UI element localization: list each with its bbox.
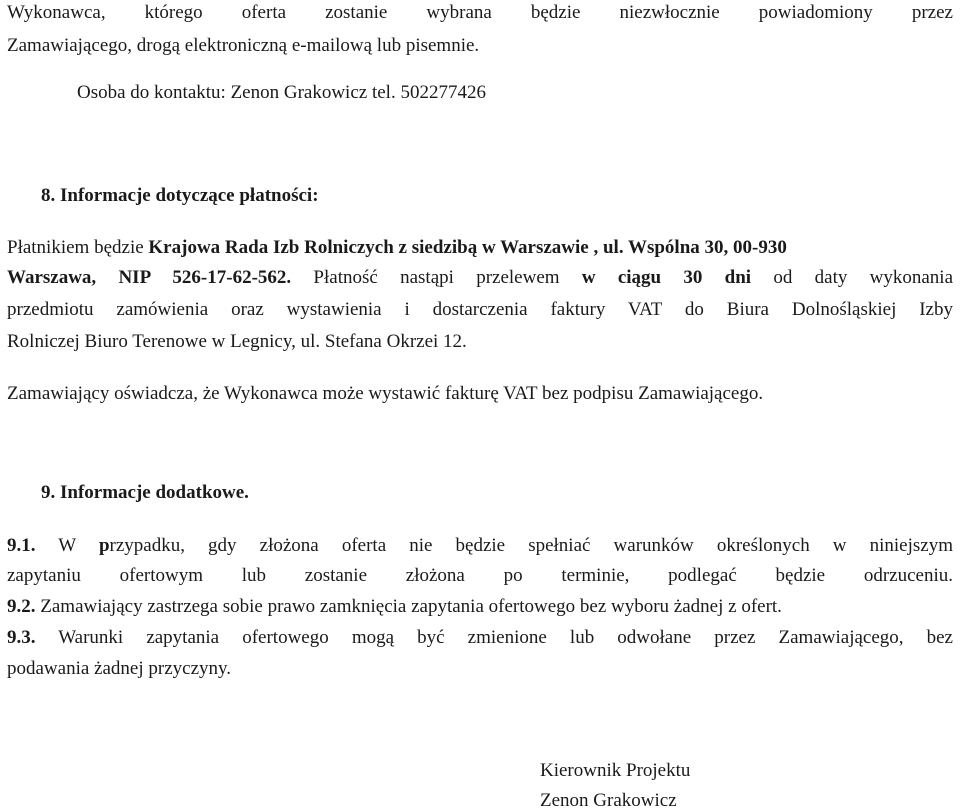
payment-text: Płatność nastąpi przelewem (291, 267, 582, 288)
section-9-heading (41, 483, 249, 502)
section-8-number: 8. (41, 185, 56, 206)
item-9-1-text-b: p (98, 535, 110, 556)
section-8-line-1 (7, 238, 787, 257)
vat-statement: Zamawiający oświadcza, że Wykonawca może wystawić fakturę VAT bez podpisu Zamawiającego. (7, 383, 764, 404)
signature-name: Zenon Grakowicz (540, 790, 677, 811)
item-9-2 (7, 597, 782, 616)
payer-name: Krajowa Rada Izb Rolniczych z siedzibą w Warszawie , ul. Wspólna 30, 00-930 (148, 237, 787, 258)
intro-line-1: Wykonawca, którego oferta zostanie wybrana będzie niezwłocznie powiadomiony przez (7, 2, 953, 23)
section-9-number: 9. (41, 482, 56, 503)
item-9-1-line-1 (7, 536, 953, 555)
section-9-title: Informacje dodatkowe. (60, 482, 249, 503)
section-8-line-3: przedmiotu zamówienia oraz wystawienia i dostarczenia faktury VAT do Biura Dolnośląskiej Izby (7, 299, 953, 320)
item-9-2-text: Zamawiający zastrzega sobie prawo zamknięcia zapytania ofertowego bez wyboru żadnej z ofert. (35, 596, 782, 617)
intro-line-2: Zamawiającego, drogą elektroniczną e-mailową lub pisemnie. (7, 35, 480, 56)
item-9-1-text-c: rzypadku, gdy złożona oferta nie będzie spełniać warunków określonych w niniejszym (109, 535, 953, 556)
payment-term: w ciągu 30 dni (581, 267, 752, 288)
item-9-3-text: Warunki zapytania ofertowego mogą być zmienione lub odwołane przez Zamawiającego, bez (35, 627, 953, 648)
item-9-3-line-1 (7, 628, 953, 647)
item-9-3-line-2: podawania żadnej przyczyny. (7, 658, 232, 679)
contact-line: Osoba do kontaktu: Zenon Grakowicz tel. 502277426 (77, 82, 486, 103)
item-9-1-number: 9.1. (7, 535, 36, 556)
item-9-2-number: 9.2. (7, 596, 36, 617)
payment-text-end: od daty wykonania (751, 267, 954, 288)
section-8-line-4: Rolniczej Biuro Terenowe w Legnicy, ul. Stefana Okrzei 12. (7, 331, 467, 352)
section-8-line-2 (7, 268, 953, 287)
section-8-title: Informacje dotyczące płatności: (60, 185, 319, 206)
payer-city-nip: Warszawa, NIP 526-17-62-562. (7, 267, 292, 288)
item-9-1-line-2: zapytaniu ofertowym lub zostanie złożona po terminie, podlegać będzie odrzuceniu. (7, 565, 953, 586)
section-8-heading (41, 186, 319, 205)
item-9-3-number: 9.3. (7, 627, 36, 648)
payer-label: Płatnikiem będzie (7, 237, 149, 258)
signature-role: Kierownik Projektu (540, 760, 691, 781)
item-9-1-text-a: W (35, 535, 99, 556)
